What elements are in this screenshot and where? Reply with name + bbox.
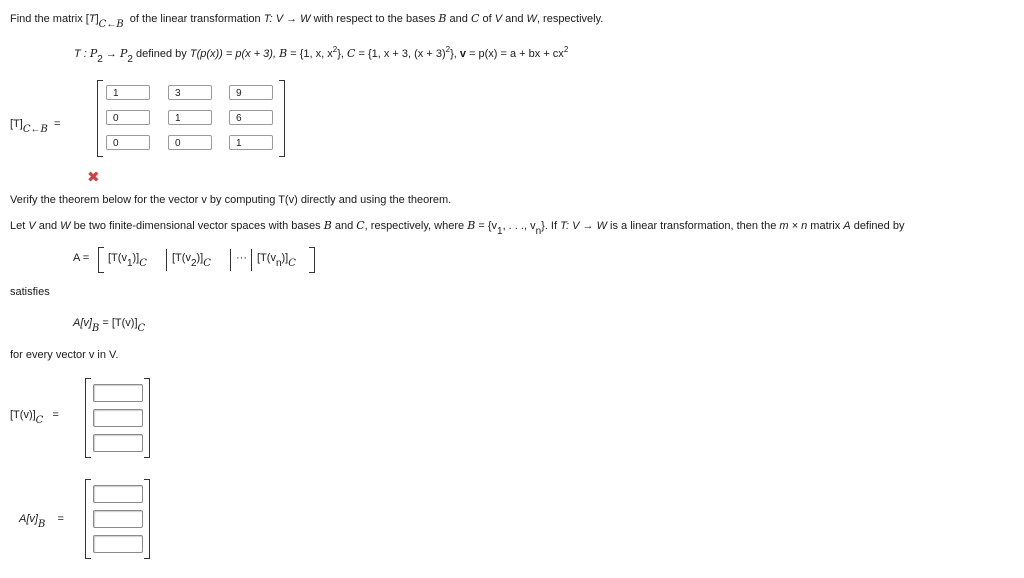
av-bracket-left <box>85 479 91 559</box>
text: = [T(v)] <box>102 317 138 329</box>
text: B <box>91 323 100 334</box>
matrix-cell[interactable]: 1 <box>229 135 273 150</box>
formula-column-n <box>257 252 296 269</box>
text: V <box>28 220 36 232</box>
text: T(p(x)) = p(x + 3), <box>189 48 280 60</box>
text: T : <box>74 48 90 60</box>
text: [T(v <box>257 252 276 264</box>
text: = <box>57 513 64 525</box>
matrix-cell[interactable]: 0 <box>106 110 150 125</box>
text: A[v] <box>19 513 38 525</box>
formula-a <box>73 252 89 264</box>
text: V <box>494 13 503 25</box>
text: 2 <box>190 258 197 269</box>
text: and <box>331 220 357 232</box>
text: P <box>119 47 128 60</box>
text: B <box>323 219 332 232</box>
text: and <box>505 13 524 25</box>
matrix-label <box>10 118 61 135</box>
text: 2 <box>332 45 338 54</box>
column-divider <box>166 249 167 271</box>
text: C <box>347 47 356 60</box>
text: , . . ., v <box>502 220 536 232</box>
text: = {v <box>475 220 497 232</box>
text: A <box>843 220 851 232</box>
text: defined by <box>850 220 905 232</box>
text: )] <box>132 252 140 264</box>
text: be two finite-dimensional vector spaces with bases <box>70 220 324 232</box>
basis-c: C <box>98 19 107 30</box>
text: Find the matrix [ <box>10 13 89 25</box>
text: 2 <box>445 45 451 54</box>
matrix-cell[interactable]: 6 <box>229 110 273 125</box>
text: 1 <box>126 258 133 269</box>
verify-instruction: Verify the theorem below for the vector v by computing T(v) directly and using the theorem. <box>10 194 452 206</box>
formula-columns <box>108 252 147 269</box>
text: n <box>535 226 542 237</box>
incorrect-icon: ✖ <box>87 169 100 186</box>
text: C <box>203 258 211 269</box>
text: , respectively. <box>536 13 604 25</box>
text: T: V → W <box>560 220 607 232</box>
text: is a linear transformation, then the <box>606 220 780 232</box>
tv-bracket-right <box>144 378 150 458</box>
basis-b: B <box>116 19 124 30</box>
av-label <box>19 513 64 530</box>
theorem-equation <box>73 317 146 334</box>
text: C <box>139 258 147 269</box>
text: B <box>279 47 288 60</box>
text: P <box>89 47 98 60</box>
tv-label <box>10 409 59 426</box>
matrix-cell[interactable]: 0 <box>168 135 212 150</box>
formula-bracket-left <box>98 247 104 273</box>
matrix-cell[interactable]: 3 <box>168 85 212 100</box>
text: defined by <box>136 48 190 60</box>
text: = {1, x + 3, (x + 3) <box>355 48 446 60</box>
basis-b: B <box>438 12 447 25</box>
text: matrix <box>807 220 844 232</box>
text: of the linear transformation <box>129 13 261 25</box>
tv-entry-3[interactable] <box>93 434 143 452</box>
satisfies-text: satisfies <box>10 286 50 298</box>
text: = <box>52 409 59 421</box>
text: [T(v)] <box>10 409 36 421</box>
text: , respectively, where <box>364 220 468 232</box>
text: A = <box>73 252 90 264</box>
text: W <box>526 13 537 25</box>
formula-bracket-right <box>309 247 315 273</box>
text: B <box>467 219 476 232</box>
tv-entry-1[interactable] <box>93 384 143 402</box>
text: T <box>88 13 96 25</box>
matrix-cell[interactable]: 1 <box>168 110 212 125</box>
text: C <box>288 258 296 269</box>
column-divider <box>251 249 252 271</box>
text: T: V → W <box>263 13 311 25</box>
matrix-bracket-left <box>97 80 103 157</box>
text: A[v] <box>73 317 92 329</box>
arrow: ← <box>106 19 117 30</box>
text: v <box>459 48 466 60</box>
text: of <box>482 13 492 25</box>
text: [T(v <box>108 252 127 264</box>
text: = <box>53 118 61 130</box>
av-entry-1[interactable] <box>93 485 143 503</box>
text: W <box>60 220 71 232</box>
matrix-bracket-right <box>279 80 285 157</box>
text: C <box>356 219 365 232</box>
transformation-definition <box>74 45 569 65</box>
text: B <box>37 519 46 530</box>
problem-statement <box>10 12 604 30</box>
av-entry-2[interactable] <box>93 510 143 528</box>
text: 2 <box>563 45 569 54</box>
text: }. If <box>541 220 561 232</box>
text: 2 <box>97 54 103 65</box>
text: B <box>40 124 48 135</box>
av-bracket-right <box>144 479 150 559</box>
text: and <box>35 220 61 232</box>
formula-column-2 <box>172 252 211 269</box>
text: → <box>102 48 120 60</box>
tv-entry-2[interactable] <box>93 409 143 427</box>
text: Let <box>10 220 29 232</box>
text: 1 <box>497 226 503 237</box>
text: [T(v <box>172 252 191 264</box>
text: = p(x) = a + bx + cx <box>465 48 564 60</box>
basis-c: C <box>470 12 480 25</box>
matrix-cell[interactable]: 0 <box>106 135 150 150</box>
text: 2 <box>127 54 133 65</box>
text: m × n <box>779 220 808 232</box>
text: )] <box>196 252 204 264</box>
text: )] <box>281 252 289 264</box>
column-divider <box>230 249 231 271</box>
av-entry-3[interactable] <box>93 535 143 553</box>
formula-dots: ··· <box>236 252 247 264</box>
tv-bracket-left <box>85 378 91 458</box>
for-every-text: for every vector v in V. <box>10 349 119 361</box>
text: = {1, x, x <box>287 48 333 60</box>
text: n <box>275 258 282 269</box>
text: [T] <box>10 118 23 130</box>
text: C <box>22 124 31 135</box>
text: and <box>449 13 468 25</box>
text: }, <box>450 48 460 60</box>
text: }, <box>337 48 347 60</box>
matrix-cell[interactable]: 9 <box>229 85 273 100</box>
text: C <box>137 323 146 334</box>
theorem-text <box>10 219 905 237</box>
text: with respect to the bases <box>313 13 436 25</box>
text: ← <box>30 124 41 135</box>
text: ] <box>95 13 99 25</box>
matrix-cell[interactable]: 1 <box>106 85 150 100</box>
text: C <box>35 415 44 426</box>
